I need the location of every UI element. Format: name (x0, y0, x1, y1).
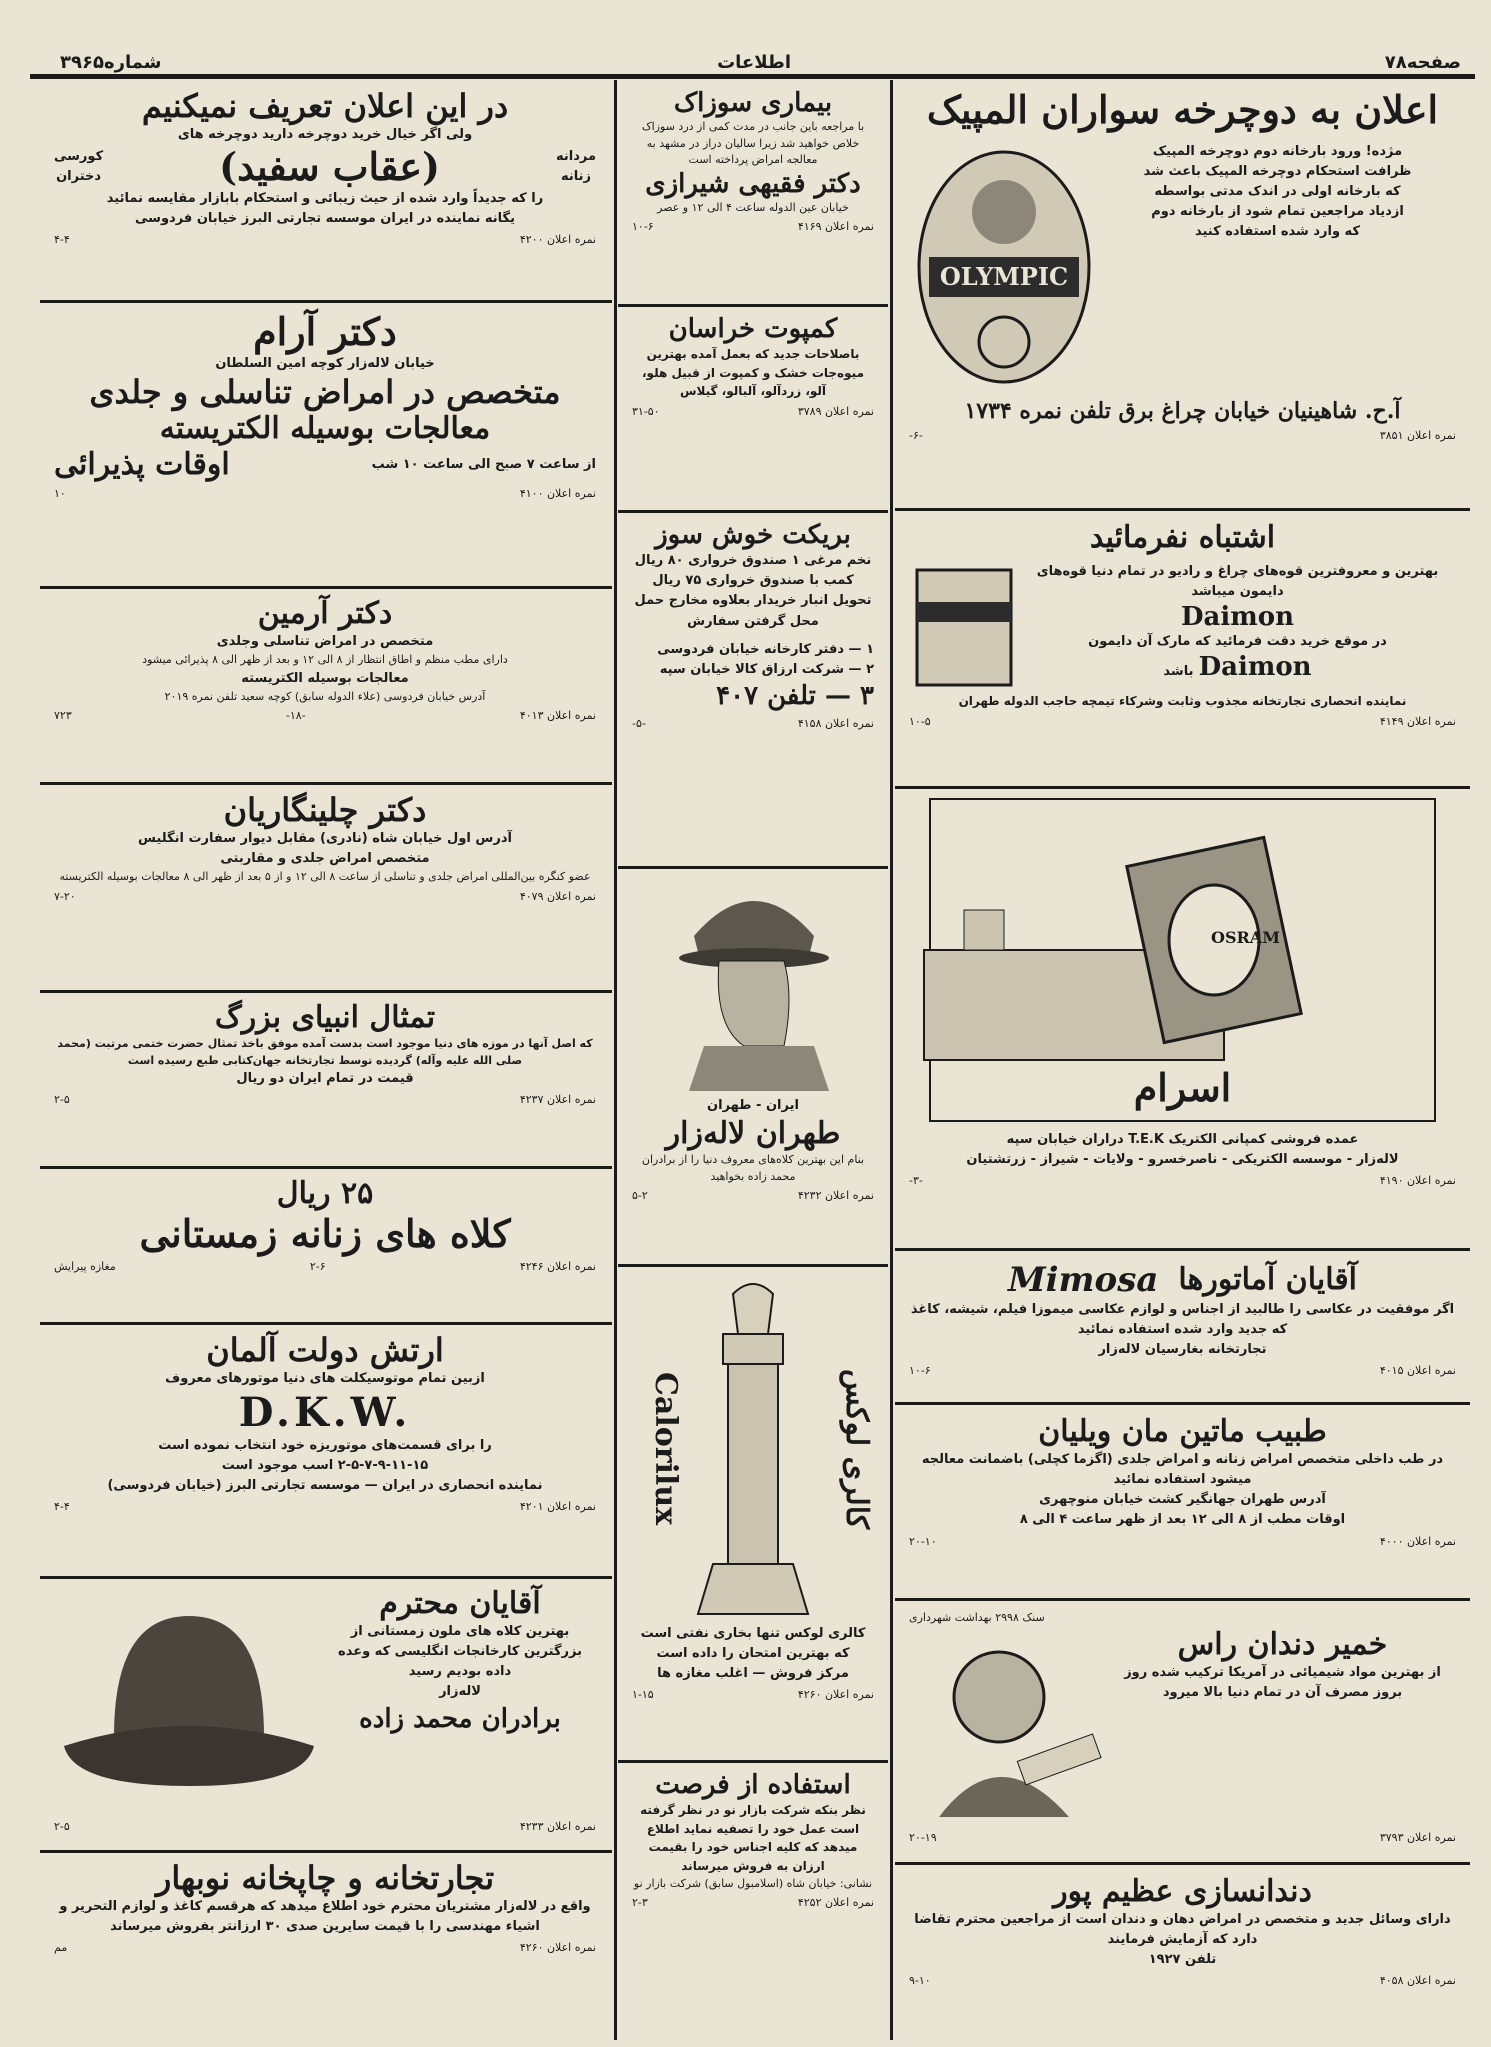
toothpaste-license: سنک ۲۹۹۸ بهداشت شهرداری (909, 1611, 1045, 1624)
label-girls: دختران (56, 168, 102, 184)
opportunity-ad-number: نمره اعلان ۴۲۵۲ (797, 1896, 874, 1910)
dkw-agent: نماینده انحصاری در ایران — موسسه تجارتی البرز (خیابان فردوسی) (107, 1478, 543, 1494)
khorasan-title: کمپوت خراسان (668, 314, 838, 344)
aram-hours-title: اوقات پذیرائی (54, 446, 230, 482)
briquette-item-2: ۲ — شرکت ارزاق کالا خیابان سپه (659, 661, 874, 677)
dkw-sub: ازبین تمام موتوسیکلت های دنیا موتورهای معروف (165, 1370, 485, 1386)
opportunity-body: نظر بنکه شرکت بازار نو در نظر گرفته است عمل خود را تصفیه نماید اطلاع میدهد که کلیه اجناس خود را بقیمت ارزان به فروش میرساند (640, 1803, 866, 1873)
dental-ad-code: ۹-۱۰ (909, 1974, 931, 1988)
ad-briquette (618, 514, 888, 864)
opportunity-address: نشانی: خیابان شاه (اسلامبول سابق) شرکت بازار نو (633, 1876, 873, 1890)
osram-illustration (929, 798, 1436, 1122)
hats-body: بنام این بهترین کلاه‌های معروف دنیا را از برادران محمد زاده بخواهید (641, 1153, 865, 1183)
nobahar-ad-number: نمره اعلان ۴۲۶۰ (519, 1941, 596, 1955)
briquette-line-2: کمب با صندوق خرواری ۷۵ ریال (652, 573, 854, 589)
toothpaste-portrait-icon (909, 1627, 1109, 1827)
divider (895, 1402, 1470, 1405)
ad-osram (895, 792, 1470, 1252)
chelingarian-title: دکتر چلینگاریان (223, 791, 427, 829)
winter-hats-price: ۲۵ ریال (276, 1176, 374, 1211)
daimon-brand: Daimon (1180, 602, 1295, 633)
divider (40, 586, 612, 589)
dental-ad-number: نمره اعلان ۴۰۵۸ (1379, 1974, 1456, 1988)
white-eagle-title: در این اعلان تعریف نمیکنیم (141, 87, 509, 125)
ad-dkw (40, 1326, 610, 1576)
briquette-ad-number: نمره اعلان ۴۱۵۸ (797, 716, 874, 730)
toothpaste-ad-code: ۲۰-۱۹ (909, 1830, 937, 1844)
divider (895, 1598, 1470, 1601)
divider (618, 1264, 888, 1267)
chelingarian-ad-number: نمره اعلان ۴۰۷۹ (519, 889, 596, 903)
daimon-body1: بهترین و معروفترین قوه‌های چراغ و رادیو در تمام دنیا قوه‌های دایمون میباشد (1036, 564, 1439, 600)
hats-ad-code: ۵-۲ (632, 1189, 648, 1203)
martin-address: آدرس طهران جهانگیر کشت خیابان منوچهری (1039, 1492, 1326, 1508)
chelingarian-address: آدرس اول خیابان شاه (نادری) مقابل دیوار سفارت انگلیس (138, 830, 512, 846)
divider (618, 510, 888, 513)
ad-winter-hats (40, 1170, 610, 1320)
dkw-body: را برای قسمت‌های موتوریزه خود انتخاب نموده است (158, 1437, 492, 1453)
armin-ad-code: -۱۸- (285, 709, 306, 723)
martin-hours: اوقات مطب از ۸ الی ۱۲ بعد از ظهر ساعت ۴ الی ۸ (1019, 1512, 1346, 1528)
statue-ad-number: نمره اعلان ۴۲۳۷ (519, 1093, 596, 1107)
column-rule-left (614, 80, 617, 2040)
gentlemen-ad-code: ۲-۵ (54, 1820, 70, 1833)
ad-doctor-armin (40, 590, 610, 780)
chelingarian-body: عضو کنگره بین‌المللی امراض جلدی و تناسلی از ساعت ۸ الی ۱۲ و از ۵ بعد از ظهر الی ۸ معالجات بوسیله الکتریسته (59, 870, 591, 884)
gentlemen-body: بهترین کلاه های ملون زمستانی از بزرگترین کارخانجات انگلیسی که وعده داده بودیم رسید (338, 1624, 582, 1680)
statue-body: که اصل آنها در موزه های دنیا موجود است بدست آمده موفق باخذ تمثال حضرت ختمی مرتبت (محمد صلی الله علیه وآله) گردیده توسط تجارتخانه جهان‌کتابی طبع رسیده است (57, 1037, 593, 1067)
olympic-line-1: مژده! ورود بارخانه دوم دوچرخه المپیک (1152, 143, 1403, 159)
divider (618, 1760, 888, 1763)
toothpaste-title: خمیر دندان راس (1177, 1626, 1388, 1662)
dkw-brand: D.K.W. (238, 1388, 412, 1436)
gentlemen-ad-number: نمره اعلان ۴۲۳۳ (519, 1820, 596, 1833)
daimon-brand-2: Daimon (1198, 652, 1312, 683)
white-eagle-agent: یگانه نماینده در ایران موسسه تجارتی البرز خیابان فردوسی (135, 210, 515, 226)
aram-title: دکتر آرام (253, 309, 397, 354)
divider (40, 782, 612, 785)
martin-body: در طب داخلی متخصص امراض زنانه و امراض جلدی (اگزما کچلی) باضمانت معالجه میشود استفاده نمائید (921, 1452, 1444, 1488)
divider (895, 1862, 1470, 1865)
mimosa-brand: Mimosa (1008, 1260, 1159, 1300)
nobahar-body: واقع در لاله‌زار مشتریان محترم خود اطلاع میدهد که هرقسم کاغذ و لوازم التحریر و اشیاء مهندسی را با قیمت سایرین صدی ۳۰ ارزانتر بفروش میرساند (59, 1898, 591, 1934)
armin-ad-number: نمره اعلان ۴۰۱۳ (519, 709, 596, 723)
ad-nobahar (40, 1854, 610, 2039)
suzak-doctor: دکتر فقیهی شیرازی (645, 168, 861, 199)
osram-ad-code: -۳- (909, 1174, 923, 1188)
hat-head-icon (632, 876, 874, 1096)
armin-treatment: معالجات بوسیله الکتریسته (241, 670, 409, 686)
bowler-hat-icon (54, 1586, 324, 1816)
aram-address: خیابان لاله‌زار کوچه امین السلطان (215, 355, 435, 371)
briquette-item-1: ۱ — دفتر کارخانه خیابان فردوسی (657, 641, 874, 657)
ad-olympic (895, 82, 1470, 502)
khorasan-ad-number: نمره اعلان ۳۷۸۹ (797, 404, 874, 418)
caloriluxe-body: کالری لوکس تنها بخاری نفتی است که بهترین امتحان را داده است (640, 1626, 866, 1662)
olympic-title: اعلان به دوچرخه سواران المپیک (926, 87, 1439, 132)
olympic-line-2: ظرافت استحکام دوچرخه المپیک باعث شد (1143, 163, 1412, 179)
aram-ad-number: نمره اعلان ۴۱۰۰ (519, 486, 596, 500)
armin-address: آدرس خیابان فردوسی (علاء الدوله سابق) کوچه سعید تلفن نمره ۲۰۱۹ (164, 689, 486, 703)
olympic-ad-code: -۶- (909, 429, 923, 443)
daimon-title: اشتباه نفرمائید (1089, 520, 1276, 555)
suzak-ad-code: ۱۰-۶ (632, 220, 654, 234)
daimon-battery-icon (909, 562, 1019, 692)
white-eagle-brand: (عقاب سفید) (219, 143, 441, 189)
ad-khorasan (618, 308, 888, 508)
suzak-ad-number: نمره اعلان ۴۱۶۹ (797, 220, 874, 234)
winter-hats-title: کلاه های زنانه زمستانی (139, 1211, 511, 1256)
mimosa-ad-code: ۱۰-۶ (909, 1364, 931, 1378)
heater-icon (683, 1274, 823, 1624)
divider (40, 1166, 612, 1169)
label-racing: کورسی (54, 148, 104, 164)
martin-ad-number: نمره اعلان ۴۰۰۰ (1379, 1534, 1456, 1548)
ad-hats-lalezar (618, 870, 888, 1265)
caloriluxe-center: مرکز فروش — اغلب مغازه ها (657, 1666, 849, 1682)
divider (40, 1850, 612, 1853)
issue-label: شماره۳۹۶۵ (60, 52, 162, 73)
mimosa-agent: تجارتخانه بغارسیان لاله‌زار (1098, 1342, 1267, 1358)
dkw-ad-number: نمره اعلان ۴۲۰۱ (519, 1500, 596, 1514)
hats-title: طهران لاله‌زار (665, 1116, 841, 1152)
white-eagle-body: را که جدیداً وارد شده از حیث زیبائی و استحکام بابازار مقایسه نمائید (106, 190, 544, 206)
ad-caloriluxe (618, 1268, 888, 1758)
olympic-line-5: که وارد شده استفاده کنید (1194, 224, 1361, 240)
dkw-ad-code: ۴-۴ (54, 1500, 70, 1514)
opportunity-title: استفاده از فرصت (655, 1770, 851, 1800)
gentlemen-title: آقایان محترم (379, 1586, 541, 1621)
armin-ad-ref: ۷۲۳ (54, 709, 72, 723)
suzak-body: با مراجعه باین جانب در مدت کمی از درد سوزاک خلاص خواهید شد زیرا سالیان دراز در مشهد به معالجه امراض پرداخته است (641, 120, 865, 167)
header-rule (30, 74, 1475, 79)
khorasan-body: باصلاحات جدید که بعمل آمده بهترین میوه‌جات خشک و کمپوت از قبیل هلو، آلو، زردآلو، آلبالو، گیلاس (641, 347, 864, 399)
suzak-title: بیماری سوزاک (673, 88, 833, 118)
caloriluxe-brand-fa: کالری لوکس (839, 1368, 874, 1530)
martin-ad-code: ۲۰-۱۰ (909, 1534, 937, 1548)
daimon-brand-suffix: باشد (1163, 664, 1194, 680)
label-men: مردانه (555, 148, 596, 164)
divider (40, 990, 612, 993)
daimon-ad-number: نمره اعلان ۴۱۴۹ (1379, 714, 1456, 728)
ad-suzak (618, 82, 888, 302)
aram-specialty: متخصص در امراض تناسلی و جلدی (89, 372, 561, 411)
divider (618, 304, 888, 307)
hats-location: ایران - طهران (707, 1098, 799, 1113)
ad-white-eagle (40, 82, 610, 297)
daimon-body2: در موقع خرید دقت فرمائید که مارک آن دایمون (1088, 634, 1387, 650)
label-women: زنانه (560, 168, 591, 184)
osram-body: عمده فروشی کمپانی الکتریک T.E.K دراران خیابان سپه (1006, 1132, 1359, 1147)
divider (895, 508, 1470, 511)
divider (40, 1576, 612, 1579)
nobahar-ad-code: مم (54, 1941, 68, 1955)
ad-dental (895, 1868, 1470, 2038)
winter-hats-ad-number: نمره اعلان ۴۲۴۶ (519, 1259, 596, 1273)
divider (895, 786, 1470, 789)
divider (895, 1248, 1470, 1251)
ad-mimosa (895, 1254, 1470, 1404)
dental-body: دارای وسائل جدید و متخصص در امراض دهان و دندان است از مراجعین محترم تقاضا دارد که آزمایش فرمایند (914, 1912, 1451, 1948)
armin-body: دارای مطب منظم و اطاق انتظار از ۸ الی ۱۲ و بعد از ظهر الی ۸ پذیرائی میشود (142, 653, 508, 667)
white-eagle-ad-number: نمره اعلان ۴۲۰۰ (519, 232, 596, 246)
opportunity-ad-code: ۲-۳ (632, 1896, 648, 1910)
divider (40, 300, 612, 303)
white-eagle-ad-code: ۴-۴ (54, 232, 70, 246)
olympic-ad-number: نمره اعلان ۳۸۵۱ (1379, 429, 1456, 443)
armin-title: دکتر آرمین (257, 596, 393, 631)
olympic-logo-text: OLYMPIC (939, 261, 1069, 291)
ad-doctor-aram (40, 304, 610, 584)
caloriluxe-ad-number: نمره اعلان ۴۲۶۰ (797, 1688, 874, 1702)
olympic-logo (909, 142, 1099, 392)
caloriluxe-ad-code: ۱-۱۵ (632, 1688, 654, 1702)
column-rule-right (890, 80, 893, 2040)
ad-daimon (895, 514, 1470, 784)
briquette-ad-code: -۵- (632, 716, 646, 730)
briquette-line-4: محل گرفتن سفارش (687, 613, 819, 629)
chelingarian-ad-code: ۷-۲۰ (54, 889, 76, 903)
toothpaste-ad-number: نمره اعلان ۳۷۹۳ (1379, 1830, 1456, 1844)
aram-treatment: معالجات بوسیله الکتریسته (159, 410, 491, 446)
chelingarian-specialty: متخصص امراض جلدی و مقاربتی (220, 850, 430, 866)
winter-hats-shop: مغازه پیرایش (54, 1259, 116, 1273)
olympic-line-3: که بارخانه اولی در اندک مدتی بواسطه (1154, 183, 1401, 199)
briquette-line-3: تحویل انبار خریدار بعلاوه مخارج حمل (634, 593, 872, 609)
khorasan-ad-code: ۳۱-۵۰ (632, 404, 660, 418)
olympic-line-4: ازدیاد مراجعین تمام شود از بارخانه دوم (1151, 204, 1404, 220)
olympic-agent: آ.ح. شاهینیان خیابان چراغ برق تلفن نمره ۱۷۳۴ (964, 397, 1401, 424)
hats-ad-number: نمره اعلان ۴۲۳۲ (797, 1189, 874, 1203)
osram-cities: لاله‌زار - موسسه الکتریکی - ناصرخسرو - ولایات - شیراز - زرتشتیان (966, 1152, 1399, 1168)
ad-doctor-martin (895, 1408, 1470, 1598)
mimosa-ad-number: نمره اعلان ۴۰۱۵ (1379, 1364, 1456, 1378)
ad-opportunity (618, 1764, 888, 2039)
aram-hours: از ساعت ۷ صبح الی ساعت ۱۰ شب (371, 456, 596, 472)
suzak-address: خیابان عین الدوله ساعت ۴ الی ۱۲ و عصر (657, 200, 849, 214)
white-eagle-sub: ولی اگر خیال خرید دوچرخه دارید دوچرخه های (177, 126, 473, 142)
briquette-title: بریکت خوش سوز (655, 520, 851, 550)
martin-title: طبیب ماتین مان ویلیان (1038, 1414, 1327, 1449)
statue-title: تمثال انبیای بزرگ (214, 1000, 436, 1035)
dkw-models: ۲-۵-۷-۹-۱۱-۱۵ اسب موجود است (221, 1458, 429, 1474)
osram-ad-number: نمره اعلان ۴۱۹۰ (1379, 1174, 1456, 1188)
briquette-line-1: نخم مرغی ۱ صندوق خرواری ۸۰ ریال (634, 553, 872, 569)
mimosa-body: اگر موفقیت در عکاسی را طالبید از اجناس و لوازم عکاسی میموزا فیلم، شیشه، کاغذ که جدید وارد شده استفاده نمائید (910, 1302, 1455, 1338)
dental-phone: تلفن ۱۹۲۷ (1148, 1952, 1217, 1968)
page-label: صفحه۷۸ (1384, 52, 1461, 73)
briquette-item-3: ۳ — تلفن ۴۰۷ (716, 681, 874, 712)
mimosa-title: آقایان آماتورها (1178, 1262, 1358, 1297)
dkw-title: ارتش دولت آلمان (206, 1331, 444, 1369)
daimon-ad-code: ۱۰-۵ (909, 714, 931, 728)
statue-price: قیمت در تمام ایران دو ریال (236, 1071, 414, 1086)
newspaper-name: اطلاعات (717, 52, 791, 73)
osram-bulb-text: OSRAM (1211, 928, 1280, 947)
caloriluxe-brand-latin: Calorilux (648, 1372, 683, 1526)
divider (40, 1322, 612, 1325)
ad-toothpaste (895, 1604, 1470, 1864)
nobahar-title: تجارتخانه و چاپخانه نوبهار (155, 1859, 495, 1897)
armin-specialty: متخصص در امراض تناسلی وجلدی (216, 634, 434, 649)
statue-ad-code: ۲-۵ (54, 1093, 70, 1107)
ad-gentlemen (40, 1580, 610, 1850)
gentlemen-brand: برادران محمد زاده (359, 1703, 561, 1734)
divider (618, 866, 888, 869)
dental-title: دندانسازی عظیم پور (1053, 1874, 1312, 1909)
gentlemen-location: لاله‌زار (439, 1684, 481, 1700)
daimon-agent: نماینده انحصاری تجارتخانه مجذوب وثابت وشرکاء تیمچه حاجب الدوله طهران (958, 694, 1407, 708)
ad-statue (40, 994, 610, 1169)
toothpaste-body: از بهترین مواد شیمیائی در آمریکا ترکیب شده روز بروز مصرف آن در تمام دنیا بالا میرود (1124, 1664, 1441, 1700)
winter-hats-ad-code: ۲-۶ (309, 1259, 326, 1273)
aram-ad-code: ۱۰ (54, 486, 66, 500)
ad-doctor-chelingarian (40, 786, 610, 986)
osram-title: اسرام (1133, 1065, 1232, 1111)
